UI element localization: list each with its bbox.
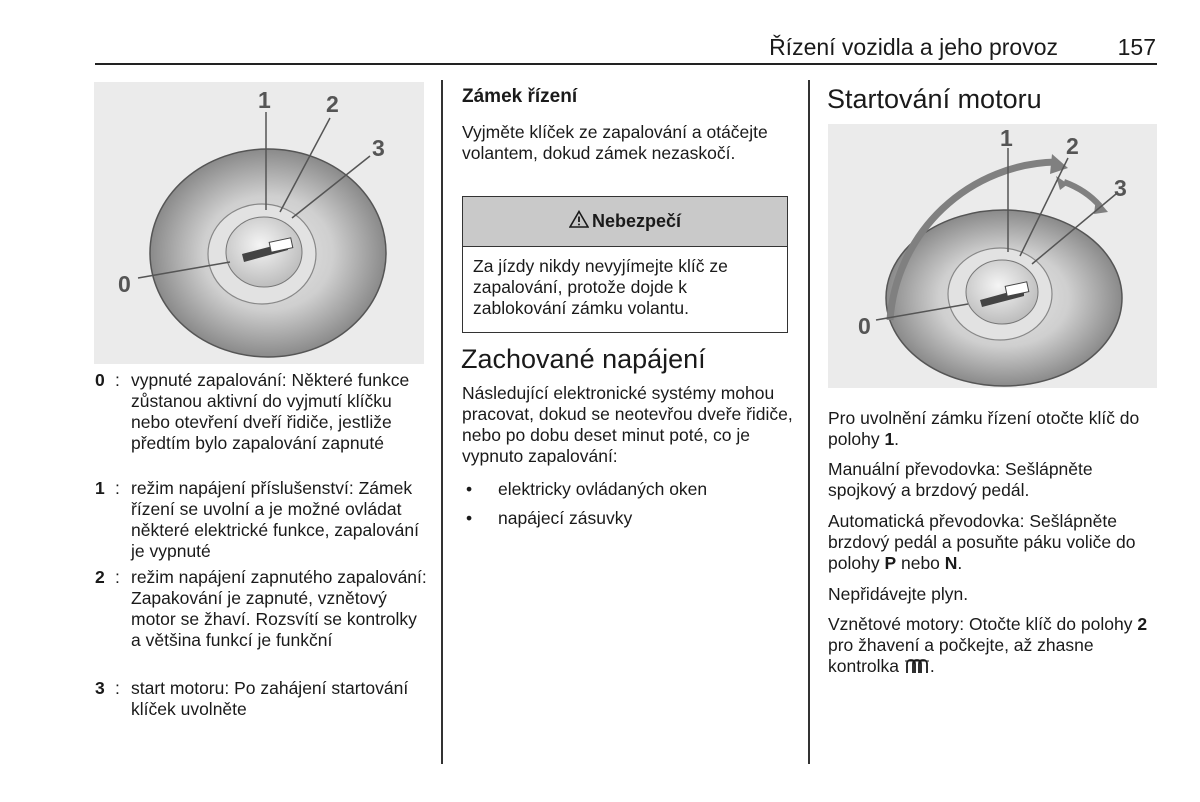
legend-key: 1 xyxy=(95,478,105,498)
legend-separator: : xyxy=(115,478,120,498)
engine-start-paragraph-1 xyxy=(828,408,1158,450)
legend-text: režim napájení příslušenství: Zámek řízení se uvolní a je možné ovládat některé elektrické funkce, zapalování je vypnuté xyxy=(131,478,419,561)
steering-lock-text: Vyjměte klíček ze zapalování a otáčejte volantem, dokud zámek nezaskočí. xyxy=(462,122,768,163)
engine-start-paragraph-4: Nepřidávejte plyn. xyxy=(828,584,969,604)
engine-start-figure xyxy=(828,124,1157,388)
engine-start-paragraph-5 xyxy=(828,614,1158,680)
legend-text: start motoru: Po zahájení startování klíček uvolněte xyxy=(131,678,409,719)
ignition-lock-illustration xyxy=(94,82,424,364)
ignition-positions-figure xyxy=(94,82,424,364)
position-label-1: 1 xyxy=(1000,125,1013,151)
paragraph-text: pro žhavení a počkejte, až zhasne kontrolka xyxy=(828,635,1094,676)
page-number: 157 xyxy=(1117,34,1156,60)
glow-plug-icon xyxy=(904,657,930,680)
legend-item-3 xyxy=(95,678,430,722)
gear-position-n: N xyxy=(944,553,958,573)
paragraph-text: . xyxy=(894,429,900,449)
legend-item-1 xyxy=(95,478,430,564)
header-rule xyxy=(95,63,1157,65)
engine-start-heading: Startování motoru xyxy=(827,84,1042,114)
position-label-2: 2 xyxy=(326,91,339,117)
legend-separator: : xyxy=(115,567,120,587)
legend-key: 0 xyxy=(95,370,105,390)
legend-key: 2 xyxy=(95,567,105,587)
bullet-symbol: • xyxy=(466,479,473,499)
running-header-title: Řízení vozidla a jeho provoz xyxy=(769,34,1058,60)
ignition-start-illustration xyxy=(828,124,1157,388)
legend-key: 3 xyxy=(95,678,105,698)
position-label-3: 3 xyxy=(372,135,385,161)
paragraph-text: . xyxy=(957,553,963,573)
position-value: 2 xyxy=(1137,614,1148,634)
retained-power-heading: Zachované napájení xyxy=(461,344,706,374)
paragraph-text: Automatická převodovka: Sešlápněte brzdový pedál a posuňte páku voliče do polohy xyxy=(828,511,1136,573)
danger-title: Nebezpečí xyxy=(591,211,682,231)
bullet-text: elektricky ovládaných oken xyxy=(498,479,708,499)
engine-start-paragraph-2: Manuální převodovka: Sešlápněte spojkový a brzdový pedál. xyxy=(828,459,1093,500)
warning-triangle-icon xyxy=(569,198,589,247)
danger-header xyxy=(463,197,787,247)
position-label-2: 2 xyxy=(1066,133,1079,159)
legend-text: režim napájení zapnutého zapalování: Zapakování je zapnuté, vznětový motor se žhaví. Rozsvítí se kontrolky a většina funkcí je funkční xyxy=(131,567,427,650)
legend-item-0 xyxy=(95,370,430,475)
gear-position-p: P xyxy=(884,553,897,573)
paragraph-text: Vznětové motory: Otočte klíč do polohy xyxy=(828,614,1138,634)
position-label-0: 0 xyxy=(118,271,131,297)
retained-power-text: Následující elektronické systémy mohou pracovat, dokud se neotevřou dveře řidiče, nebo po dobu deset minut poté, co je vypnuto zapalování: xyxy=(462,383,793,466)
column-divider-right xyxy=(808,80,810,764)
position-value: 1 xyxy=(884,429,895,449)
legend-item-2 xyxy=(95,567,430,673)
paragraph-text: nebo xyxy=(896,553,945,573)
position-label-0: 0 xyxy=(858,313,871,339)
engine-start-paragraph-3 xyxy=(828,511,1158,574)
danger-warning-box xyxy=(462,196,788,333)
column-divider-left xyxy=(441,80,443,764)
legend-separator: : xyxy=(115,678,120,698)
danger-text: Za jízdy nikdy nevyjímejte klíč ze zapalování, protože dojde k zablokování zámku volantu. xyxy=(473,256,728,318)
bullet-text: napájecí zásuvky xyxy=(498,508,633,528)
legend-text: vypnuté zapalování: Některé funkce zůstanou aktivní do vyjmutí klíčku nebo otevření dveří řidiče, jestliže předtím bylo zapalování zapnuté xyxy=(131,370,410,453)
steering-lock-heading: Zámek řízení xyxy=(462,86,578,107)
bullet-symbol: • xyxy=(466,508,473,528)
position-label-1: 1 xyxy=(258,87,271,113)
paragraph-text: Pro uvolnění zámku řízení otočte klíč do polohy xyxy=(828,408,1140,449)
position-label-3: 3 xyxy=(1114,175,1127,201)
paragraph-text: . xyxy=(929,656,935,676)
legend-separator: : xyxy=(115,370,120,390)
